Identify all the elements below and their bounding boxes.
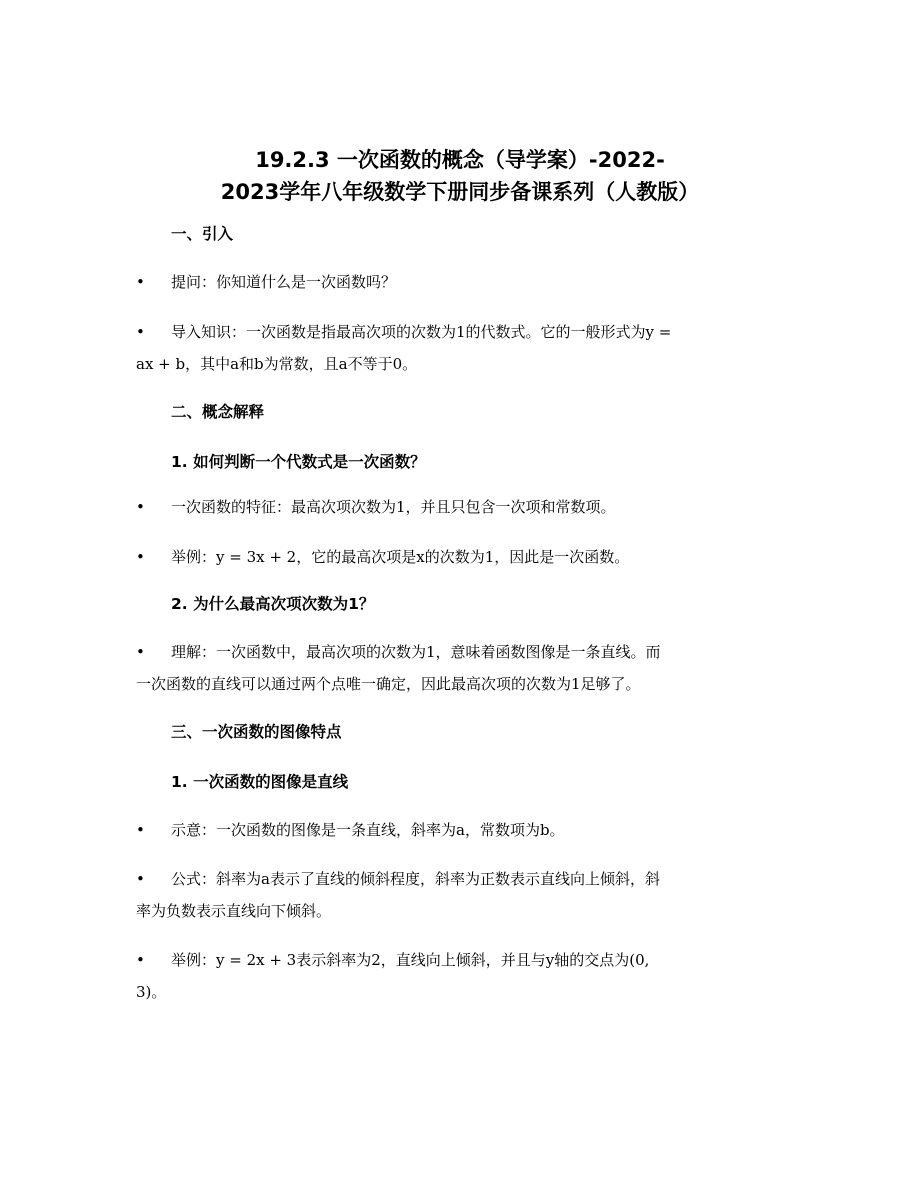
list-item — [136, 636, 786, 700]
list-item — [136, 541, 786, 573]
bullet-icon: • — [136, 870, 145, 888]
item-text: 一次函数的特征：最高次项次数为1，并且只包含一次项和常数项。 — [171, 498, 616, 516]
list-item — [136, 491, 786, 523]
bullet-icon: • — [136, 821, 145, 839]
item-text: 举例：y = 2x + 3表示斜率为2，直线向上倾斜，并且与y轴的交点为(0, — [171, 951, 650, 969]
item-text-continued: 一次函数的直线可以通过两个点唯一确定，因此最高次项的次数为1足够了。 — [136, 675, 641, 693]
item-text-continued: 3)。 — [136, 983, 167, 1001]
list-item — [136, 814, 786, 846]
document-title-line-1: 19.2.3 一次函数的概念（导学案）-2022- — [255, 148, 665, 172]
document-title-line-2: 2023学年八年级数学下册同步备课系列（人教版） — [220, 180, 700, 204]
bullet-icon: • — [136, 548, 145, 566]
list-item — [136, 316, 786, 380]
item-text: 举例：y = 3x + 2，它的最高次项是x的次数为1，因此是一次函数。 — [171, 548, 630, 566]
list-item — [136, 944, 786, 1008]
list-item — [136, 863, 786, 927]
bullet-icon: • — [136, 643, 145, 661]
subsection-heading: 1. 一次函数的图像是直线 — [171, 773, 349, 791]
bullet-icon: • — [136, 498, 145, 516]
item-text: 公式：斜率为a表示了直线的倾斜程度，斜率为正数表示直线向上倾斜，斜 — [171, 870, 660, 888]
item-text-continued: ax + b，其中a和b为常数，且a不等于0。 — [136, 355, 418, 373]
item-text-continued: 率为负数表示直线向下倾斜。 — [136, 902, 332, 920]
item-text: 提问：你知道什么是一次函数吗？ — [171, 273, 397, 291]
bullet-icon: • — [136, 323, 145, 341]
bullet-icon: • — [136, 273, 145, 291]
bullet-icon: • — [136, 951, 145, 969]
subsection-heading: 1. 如何判断一个代数式是一次函数？ — [171, 453, 426, 471]
subsection-heading: 2. 为什么最高次项次数为1？ — [171, 595, 375, 613]
section-heading-concepts: 二、概念解释 — [171, 403, 265, 421]
item-text: 导入知识：一次函数是指最高次项的次数为1的代数式。它的一般形式为y = — [171, 323, 672, 341]
list-item — [136, 266, 786, 298]
item-text: 理解：一次函数中，最高次项的次数为1，意味着函数图像是一条直线。而 — [171, 643, 661, 661]
section-heading-graph-features: 三、一次函数的图像特点 — [171, 723, 342, 741]
item-text: 示意：一次函数的图像是一条直线，斜率为a，常数项为b。 — [171, 821, 565, 839]
section-heading-intro: 一、引入 — [171, 225, 234, 243]
